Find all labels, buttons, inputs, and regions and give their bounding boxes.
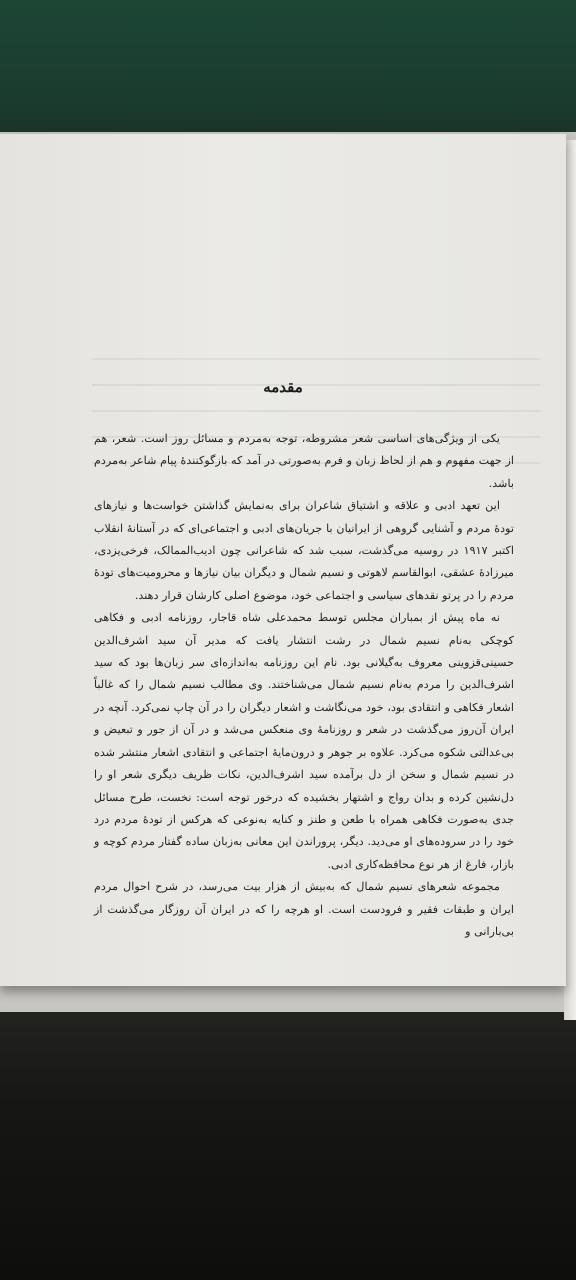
page-title: مقدمه	[263, 378, 303, 396]
paragraph: یکی از ویژگی‌های اساسی شعر مشروطه، توجه به‌مردم و مسائل روز است. شعر، هم از جهت مفهوم و هم از لحاظ زبان و فرم به‌صورتی در آمد که بازگوکنندهٔ پیام شاعر به‌مردم باشد.	[94, 432, 514, 490]
paragraph: این تعهد ادبی و علاقه و اشتیاق شاعران برای به‌نمایش گذاشتن خواست‌ها و نیازهای تودهٔ مردم و آشنایی گروهی از ایرانیان با جریان‌های ادبی و اجتماعی‌ای که در آستانهٔ انقلاب اکتبر ۱۹۱۷ در روسیه می‌گذشت، سبب شد که شاعرانی چون ادیب‌الممالک، فرخی‌یزدی، میرزادهٔ عشقی، ابوالقاسم لاهوتی و نسیم شمال و دیگران بیان نیازها و محرومیت‌های تودهٔ مردم را در پرتو نقدهای سیاسی و اجتماعی خود، موضوع اصلی کارشان قرار دهند.	[94, 499, 514, 602]
paragraph: نه ماه پیش از بمباران مجلس توسط محمدعلی شاه قاجار، روزنامه ادبی و فکاهی کوچکی به‌نام نسیم شمال در رشت انتشار یافت که مدیر آن سید اشرف‌الدین حسینی‌قزوینی معروف به‌گیلانی بود. نام این روزنامه به‌اندازه‌ای سر زبان‌ها بود که سید اشرف‌الدین را مردم به‌نام نسیم شمال می‌شناختند. وی مطالب نسیم شمال را که غالباً اشعار فکاهی و انتقادی بود، خود می‌نگاشت و اشعار دیگران را در آن چاپ نمی‌کرد. آنچه در ایران آن‌روز می‌گذشت در شعر و روزنامهٔ وی منعکس می‌شد و در آن از جور و تبعیض و بی‌عدالتی شکوه می‌کرد. علاوه بر جوهر و درون‌مایهٔ اجتماعی و انتقادی اشعار منتشر شده در نسیم شمال و سخن از دل برآمده سید اشرف‌الدین، نکات ظریف دیگری شعر او را دل‌نشین کرده و بدان رواج و اشتهار بخشیده که درخور توجه است: نخست، طرح مسائل جدی به‌صورت فکاهی همراه با طعن و طنز و کنایه به‌نوعی که هرکس از تودهٔ مردم درد خود را در سروده‌های او می‌دید. دیگر، پروراندن این معانی به‌زبان ساده گفتار مردم کوچه و بازار، فارغ از هر نوع محافظه‌کاری ادبی.	[94, 611, 514, 871]
body-text	[94, 428, 514, 943]
paragraph: مجموعه شعرهای نسیم شمال که به‌بیش از هزار بیت می‌رسد، در شرح احوال مردم ایران و طبقات فقیر و فرودست است. او هرچه را که در ایران آن روزگار می‌گذشت از بی‌بارانی و	[94, 880, 514, 938]
